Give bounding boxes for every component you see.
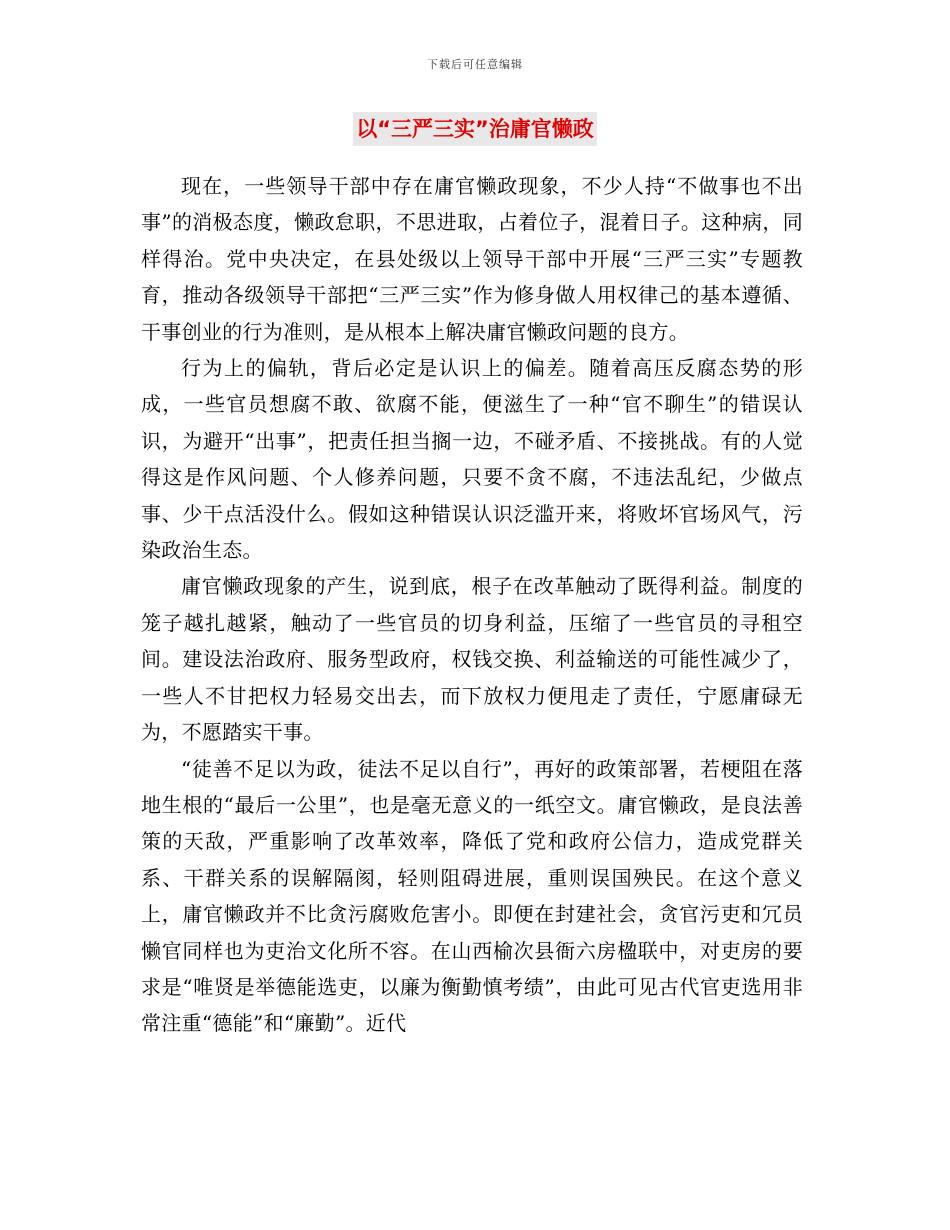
body-text <box>141 168 803 1042</box>
paragraph-3: 庸官懒政现象的产生，说到底，根子在改革触动了既得利益。制度的笼子越扎越紧，触动了一些官员的切身利益，压缩了一些官员的寻租空间。建设法治政府、服务型政府，权钱交换、利益输送的可能性减少了，一些人不甘把权力轻易交出去，而下放权力便甩走了责任，宁愿庸碌无为，不愿踏实干事。 <box>141 574 803 745</box>
paragraph-2: 行为上的偏轨，背后必定是认识上的偏差。随着高压反腐态势的形成，一些官员想腐不敢、欲腐不能，便滋生了一种“官不聊生”的错误认识，为避开“出事”，把责任担当搁一边，不碰矛盾、不接挑战。有的人觉得这是作风问题、个人修养问题，只要不贪不腐，不违法乱纪，少做点事、少干点活没什么。假如这种错误认识泛滥开来，将败坏官场风气，污染政治生态。 <box>141 356 803 563</box>
document-title: 以“三严三实”治庸官懒政 <box>353 112 597 146</box>
paragraph-1: 现在，一些领导干部中存在庸官懒政现象，不少人持“不做事也不出事”的消极态度，懒政怠职，不思进取，占着位子，混着日子。这种病，同样得治。党中央决定，在县处级以上领导干部中开展“三严三实”专题教育，推动各级领导干部把“三严三实”作为修身做人用权律己的基本遵循、干事创业的行为准则，是从根本上解决庸官懒政问题的良方。 <box>141 174 803 344</box>
title-block <box>0 112 950 146</box>
header-note: 下载后可任意编辑 <box>427 58 523 71</box>
paragraph-4: “徒善不足以为政，徒法不足以自行”，再好的政策部署，若梗阻在落地生根的“最后一公里”，也是毫无意义的一纸空文。庸官懒政，是良法善策的天敌，严重影响了改革效率，降低了党和政府公信力，造成党群关系、干群关系的误解隔阂，轻则阻碍进展，重则误国殃民。在这个意义上，庸官懒政并不比贪污腐败危害小。即便在封建社会，贪官污吏和冗员懒官同样也为吏治文化所不容。在山西榆次县衙六房楹联中，对吏房的要求是“唯贤是举德能选吏，以廉为衡勤慎考绩”，由此可见古代官吏选用非常注重“德能”和“廉勤”。近代 <box>141 756 803 1036</box>
